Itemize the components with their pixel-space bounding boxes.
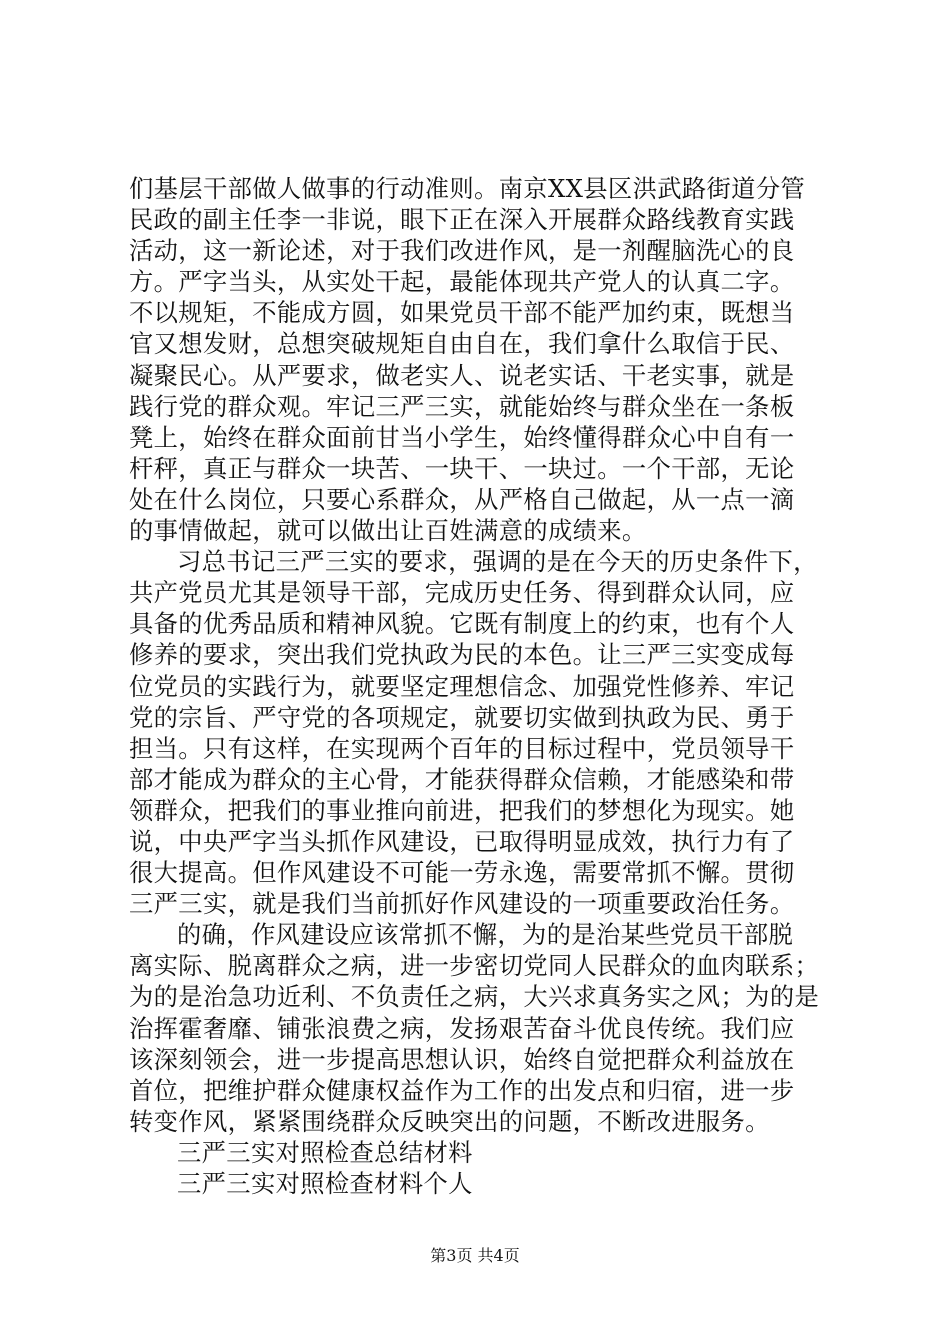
text-line: 不以规矩，不能成方圆，如果党员干部不能严加约束，既想当 [129, 298, 795, 328]
text-line: 凝聚民心。从严要求，做老实人、说老实话、干老实事，就是 [129, 360, 795, 390]
text-line: 们基层干部做人做事的行动准则。南京XX县区洪武路街道分管 [129, 174, 806, 203]
text-line: 治挥霍奢靡、铺张浪费之病，发扬艰苦奋斗优良传统。我们应 [129, 1013, 795, 1043]
text-line: 具备的优秀品质和精神风貌。它既有制度上的约束，也有个人 [129, 609, 795, 639]
text-line: 首位，把维护群众健康权益作为工作的出发点和归宿，进一步 [129, 1075, 795, 1105]
text-line: 领群众，把我们的事业推向前进，把我们的梦想化为现实。她 [129, 795, 795, 825]
related-title-line: 三严三实对照检查材料个人 [177, 1169, 473, 1198]
text-line: 官又想发财，总想突破规矩自由自在，我们拿什么取信于民、 [129, 329, 795, 359]
text-line: 凳上，始终在群众面前甘当小学生，始终懂得群众心中自有一 [129, 422, 795, 452]
text-line: 党的宗旨、严守党的各项规定，就要切实做到执政为民、勇于 [129, 702, 795, 732]
related-title-line: 三严三实对照检查总结材料 [177, 1137, 473, 1167]
text-line: 杆秤，真正与群众一块苦、一块干、一块过。一个干部，无论 [129, 453, 795, 483]
text-line: 该深刻领会，进一步提高思想认识，始终自觉把群众利益放在 [129, 1044, 795, 1074]
text-line: 担当。只有这样，在实现两个百年的目标过程中，党员领导干 [129, 733, 795, 763]
text-line: 位党员的实践行为，就要坚定理想信念、加强党性修养、牢记 [129, 671, 795, 701]
paragraph-start-line: 习总书记三严三实的要求，强调的是在今天的历史条件下， [177, 547, 818, 577]
text-line: 方。严字当头，从实处干起，最能体现共产党人的认真二字。 [129, 267, 795, 297]
text-line: 践行党的群众观。牢记三严三实，就能始终与群众坐在一条板 [129, 391, 795, 421]
text-line: 共产党员尤其是领导干部，完成历史任务、得到群众认同，应 [129, 578, 795, 608]
text-line: 活动，这一新论述，对于我们改进作风，是一剂醒脑洗心的良 [129, 236, 795, 266]
paragraph-start-line: 的确，作风建设应该常抓不懈，为的是治某些党员干部脱 [177, 920, 794, 950]
text-line: 修养的要求，突出我们党执政为民的本色。让三严三实变成每 [129, 640, 795, 670]
text-line: 三严三实，就是我们当前抓好作风建设的一项重要政治任务。 [129, 889, 795, 919]
document-body [129, 173, 849, 1199]
text-line: 转变作风，紧紧围绕群众反映突出的问题，不断改进服务。 [129, 1106, 770, 1136]
text-line: 的事情做起，就可以做出让百姓满意的成绩来。 [129, 516, 647, 546]
page-footer: 第3页 共4页 [430, 1246, 520, 1265]
text-line: 为的是治急功近利、不负责任之病，大兴求真务实之风；为的是 [129, 982, 820, 1012]
text-line: 很大提高。但作风建设不可能一劳永逸，需要常抓不懈。贯彻 [129, 858, 795, 888]
text-line: 说，中央严字当头抓作风建设，已取得明显成效，执行力有了 [129, 826, 795, 856]
text-line: 部才能成为群众的主心骨，才能获得群众信赖，才能感染和带 [129, 764, 795, 794]
text-line: 处在什么岗位，只要心系群众，从严格自己做起，从一点一滴 [129, 484, 795, 514]
text-line: 离实际、脱离群众之病，进一步密切党同人民群众的血肉联系； [129, 951, 820, 981]
text-line: 民政的副主任李一非说，眼下正在深入开展群众路线教育实践 [129, 205, 795, 235]
